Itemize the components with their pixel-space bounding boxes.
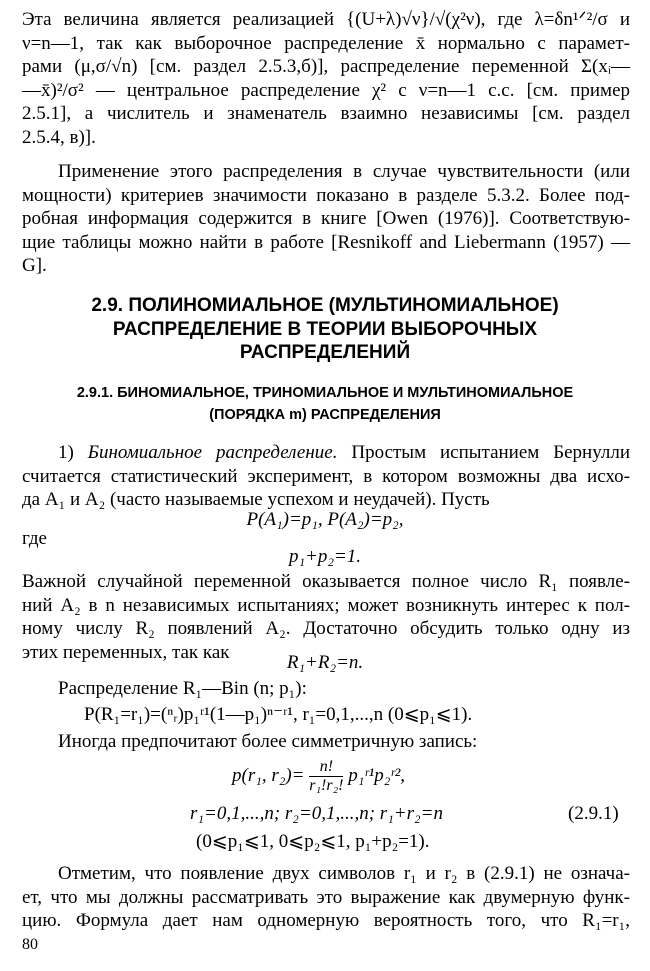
symmetric-intro: Иногда предпочитают более симметричную запись: (58, 731, 478, 752)
text-line: ет, что мы должны рассматривать это выражение как двумерную функ- (22, 886, 630, 908)
equation-sum-r: R₁+R₂=n. (286, 652, 364, 673)
word-where: где (22, 528, 47, 549)
equation-number: (2.9.1) (568, 803, 619, 824)
text-line: ному числу R₂ появлений A₂. Достаточно обсудить только одну из (22, 618, 630, 640)
text-line: ν=n—1, так как выборочное распределение x̄ нормально с парамет- (22, 32, 630, 54)
section-heading (60, 294, 590, 365)
subsection-heading (20, 383, 630, 426)
equation-sum-p: p₁+p₂=1. (288, 546, 362, 567)
text-line: Отметим, что появление двух символов r₁ и r₂ в (2.9.1) не означа- (58, 863, 630, 884)
subsection-heading-line: (ПОРЯДКА m) РАСПРЕДЕЛЕНИЯ (209, 406, 441, 423)
text-line: Применение этого распределения в случае чувствительности (или (58, 161, 630, 182)
text-line: этих переменных, так как (22, 641, 230, 663)
equation-lhs: p(r₁, r₂)= (232, 764, 305, 786)
text-line: щие таблицы можно найти в работе [Resnikoff and Liebermann (1957) — (22, 231, 630, 253)
section-heading-line: РАСПРЕДЕЛЕНИЙ (239, 342, 411, 363)
equation-symmetric (232, 758, 405, 795)
text-line (22, 441, 630, 465)
subsection-heading-line: 2.9.1. БИНОМИАЛЬНОЕ, ТРИНОМИАЛЬНОЕ И МУЛЬТИНОМИАЛЬНОЕ (76, 385, 574, 401)
equation-symmetric-constraints: (0⩽p₁⩽1, 0⩽p₂⩽1, p₁+p₂=1). (196, 831, 430, 852)
section-heading-line: 2.9. ПОЛИНОМИАЛЬНОЕ (МУЛЬТИНОМИАЛЬНОЕ) (91, 295, 559, 316)
text-line: робная информация содержится в книге [Owen (1976)]. Соответствую- (22, 208, 630, 230)
text-line: Эта величина является реализацией {(U+λ)√ν}/√(χ²ν), где λ=δn¹ᐟ²/σ и (22, 9, 630, 30)
italic-term: Биномиальное распределение. (87, 442, 338, 463)
text-line: мощности) критериев значимости показано в разделе 5.3.2. Более под- (22, 184, 630, 206)
text-line: —x̄)²/σ² — центральное распределение χ² с ν=n—1 с.с. [см. пример (22, 79, 630, 101)
paragraph-note (22, 862, 630, 933)
text-line: 2.5.4, в)]. (22, 126, 96, 148)
equation-symmetric-range: r₁=0,1,...,n; r₂=0,1,...,n; r₁+r₂=n (190, 803, 443, 824)
paragraph-noncentral-t-realization (22, 8, 630, 150)
fraction-denominator: r₁!r₂! (309, 777, 344, 794)
fraction-numerator: n! (309, 758, 343, 777)
page-number: 80 (22, 936, 38, 953)
text-fragment: Простым испытанием Бернулли (337, 442, 631, 463)
distribution-intro: Распределение R₁—Bin (n; p₁): (58, 678, 307, 699)
equation-probabilities: P(A₁)=p₁, P(A₂)=p₂, (246, 509, 404, 530)
list-marker: 1) (58, 442, 88, 463)
section-heading-line: РАСПРЕДЕЛЕНИЕ В ТЕОРИИ ВЫБОРОЧНЫХ (112, 318, 538, 340)
equation-rhs: p₁ʳ¹p₂ʳ², (348, 764, 406, 786)
paragraph-bernoulli-trial (22, 441, 630, 512)
equation-binomial: P(R₁=r₁)=(ⁿᵣ)p₁ʳ¹(1—p₁)ⁿ⁻ʳ¹, r₁=0,1,...,n (0⩽p₁⩽1). (84, 704, 473, 725)
text-line: ний A₂ в n независимых испытаниях; может возникнуть интерес к пол- (22, 594, 630, 616)
text-line: да A₁ и A₂ (часто называемые успехом и неудачей). Пусть (22, 489, 490, 511)
text-line: считается статистический эксперимент, в котором возможны два исхо- (22, 465, 630, 487)
paragraph-random-variable (22, 570, 630, 664)
text-line: G]. (22, 255, 47, 277)
text-line: 2.5.1], а числитель и знаменатель взаимно независимы [см. раздел (22, 103, 630, 125)
text-line: цию. Формула дает нам одномерную вероятность того, что R₁=r₁, (22, 910, 630, 932)
paragraph-applications (22, 160, 630, 278)
text-line: рами (μ,σ/√n) [см. раздел 2.5.3,б)], распределение переменной Σ(xᵢ— (22, 56, 630, 78)
fraction (309, 758, 343, 795)
text-line: Важной случайной переменной оказывается полное число R₁ появле- (22, 571, 630, 592)
